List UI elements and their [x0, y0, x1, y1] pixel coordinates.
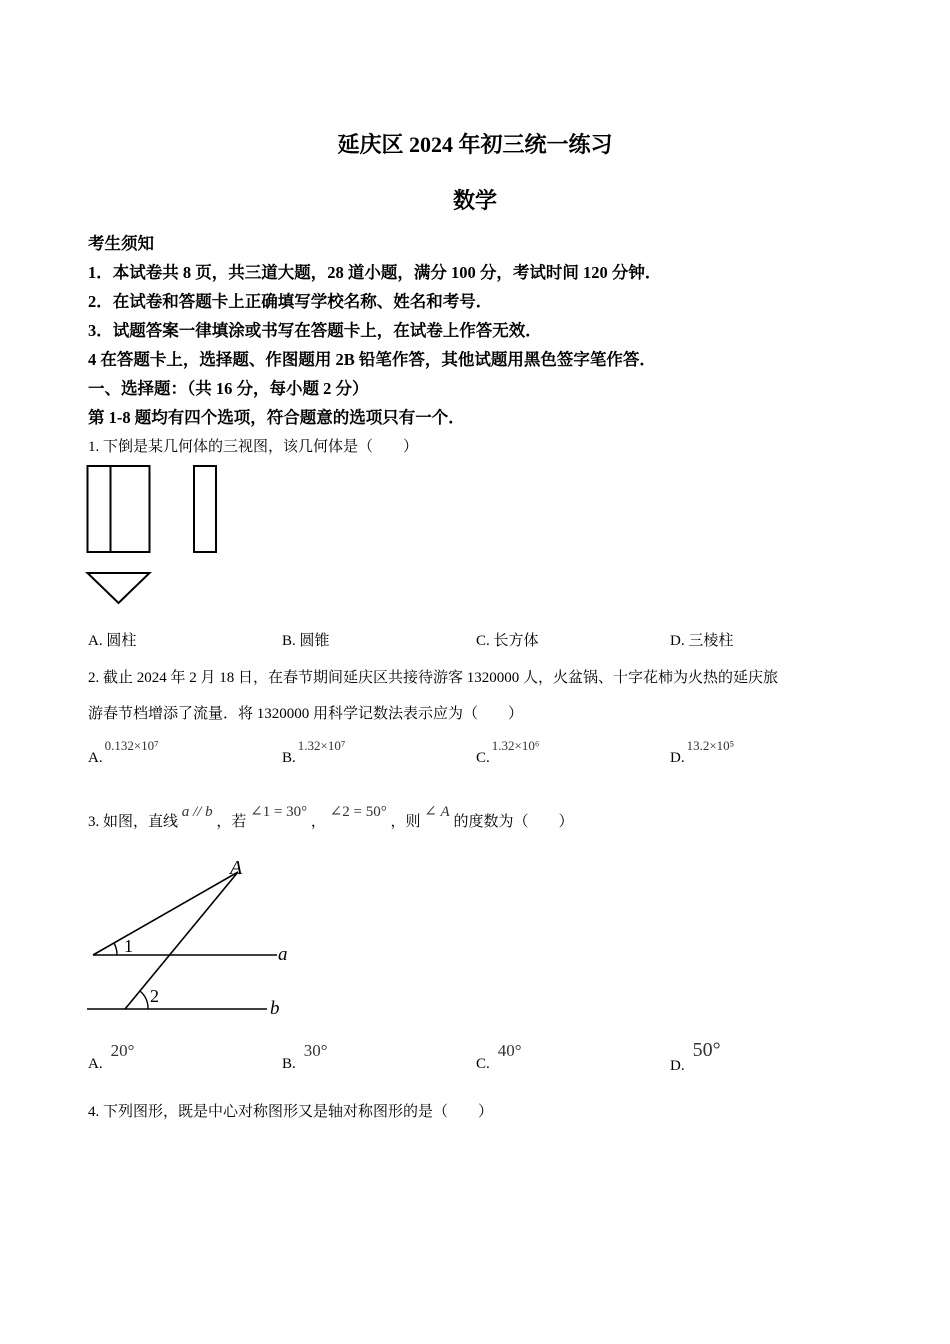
- q3-angle2-expr: ∠2 = 50°: [329, 804, 387, 820]
- q3-angle1-expr: ∠1 = 30°: [250, 804, 308, 820]
- q2-option-d[interactable]: [670, 738, 735, 767]
- top-view-triangle: [88, 573, 150, 603]
- angle2-label: 2: [150, 986, 159, 1006]
- q3-option-c[interactable]: [476, 1041, 522, 1073]
- section-heading: 一、选择题：（共 16 分，每小题 2 分）: [88, 379, 369, 398]
- q3-geometry-figure: [80, 850, 310, 1030]
- q3-option-a-value: 20°: [110, 1041, 135, 1060]
- q3-option-b-value: 30°: [303, 1041, 328, 1060]
- q2-option-b-letter: B.: [282, 750, 296, 766]
- front-view-rect: [88, 466, 150, 552]
- side-view-rect: [194, 466, 216, 552]
- q3-stem: [88, 804, 574, 831]
- q2-option-a-value: 0.132×10⁷: [104, 738, 159, 753]
- q2-option-d-letter: D.: [670, 750, 685, 766]
- section-instruction: 第 1-8 题均有四个选项，符合题意的选项只有一个．: [88, 408, 465, 427]
- q3-comma: ，: [310, 814, 326, 830]
- q4-stem: 4. 下列图形，既是中心对称图形又是轴对称图形的是（ ）: [88, 1104, 494, 1120]
- point-a-label: A: [230, 857, 243, 879]
- q3-option-a[interactable]: [88, 1041, 135, 1073]
- notice-item-1: 1．本试卷共 8 页，共三道大题，28 道小题，满分 100 分，考试时间 120 分钟．: [88, 263, 662, 282]
- q3-stem-suffix: 的度数为（ ）: [453, 814, 574, 830]
- q3-option-d-letter: D.: [670, 1058, 685, 1074]
- q3-option-d[interactable]: [670, 1039, 721, 1076]
- q2-option-c[interactable]: [476, 738, 540, 767]
- q2-option-b[interactable]: [282, 738, 346, 767]
- q1-option-c[interactable]: C. 长方体: [476, 633, 539, 649]
- q3-option-c-letter: C.: [476, 1056, 490, 1072]
- transversal-line: [125, 872, 238, 1009]
- page-title: 延庆区 2024 年初三统一练习: [337, 132, 613, 157]
- q2-stem-line1: 2. 截止 2024 年 2 月 18 日，在春节期间延庆区共接待游客 1320000 人，火盆锅、十字花柿为火热的延庆旅: [88, 670, 779, 686]
- line-a-label: a: [278, 944, 288, 965]
- q3-option-a-letter: A.: [88, 1056, 103, 1072]
- q1-option-d[interactable]: D. 三棱柱: [670, 633, 734, 649]
- q1-three-view-figure: [80, 460, 240, 610]
- notice-item-2: 2．在试卷和答题卡上正确填写学校名称、姓名和考号．: [88, 292, 493, 311]
- q3-option-c-value: 40°: [497, 1041, 522, 1060]
- q2-option-d-value: 13.2×10⁵: [686, 738, 735, 753]
- angle2-arc: [140, 991, 148, 1009]
- q3-option-b[interactable]: [282, 1041, 328, 1073]
- notice-heading: 考生须知: [88, 234, 154, 253]
- q2-stem-line2: 游春节档增添了流量．将 1320000 用科学记数法表示应为（ ）: [88, 706, 524, 722]
- q2-option-b-value: 1.32×10⁷: [297, 738, 346, 753]
- angle1-arc: [114, 943, 117, 955]
- q2-option-a-letter: A.: [88, 750, 103, 766]
- q1-option-a[interactable]: A. 圆柱: [88, 633, 137, 649]
- q3-ze: ，则: [390, 814, 421, 830]
- q3-stem-prefix: 3. 如图，直线: [88, 814, 179, 830]
- line-b-label: b: [270, 998, 280, 1019]
- q1-stem: 1. 下倒是某几何体的三视图，该几何体是（ ）: [88, 439, 419, 455]
- q1-option-b[interactable]: B. 圆锥: [282, 633, 330, 649]
- q2-option-a[interactable]: [88, 738, 159, 767]
- q3-ruo: ，若: [216, 814, 247, 830]
- q3-option-d-value: 50°: [692, 1039, 721, 1061]
- angle1-label: 1: [124, 936, 133, 956]
- notice-item-4: 4 在答题卡上，选择题、作图题用 2B 铅笔作答，其他试题用黑色签字笔作答．: [88, 350, 656, 369]
- subject-title: 数学: [452, 188, 497, 213]
- segment-to-a: [93, 872, 238, 955]
- q2-option-c-value: 1.32×10⁶: [491, 738, 540, 753]
- q3-option-b-letter: B.: [282, 1056, 296, 1072]
- q3-parallel-expr: a // b: [181, 804, 213, 820]
- q3-angleA-expr: ∠ A: [424, 804, 450, 820]
- q2-option-c-letter: C.: [476, 750, 490, 766]
- notice-item-3: 3．试题答案一律填涂或书写在答题卡上，在试卷上作答无效．: [88, 321, 542, 340]
